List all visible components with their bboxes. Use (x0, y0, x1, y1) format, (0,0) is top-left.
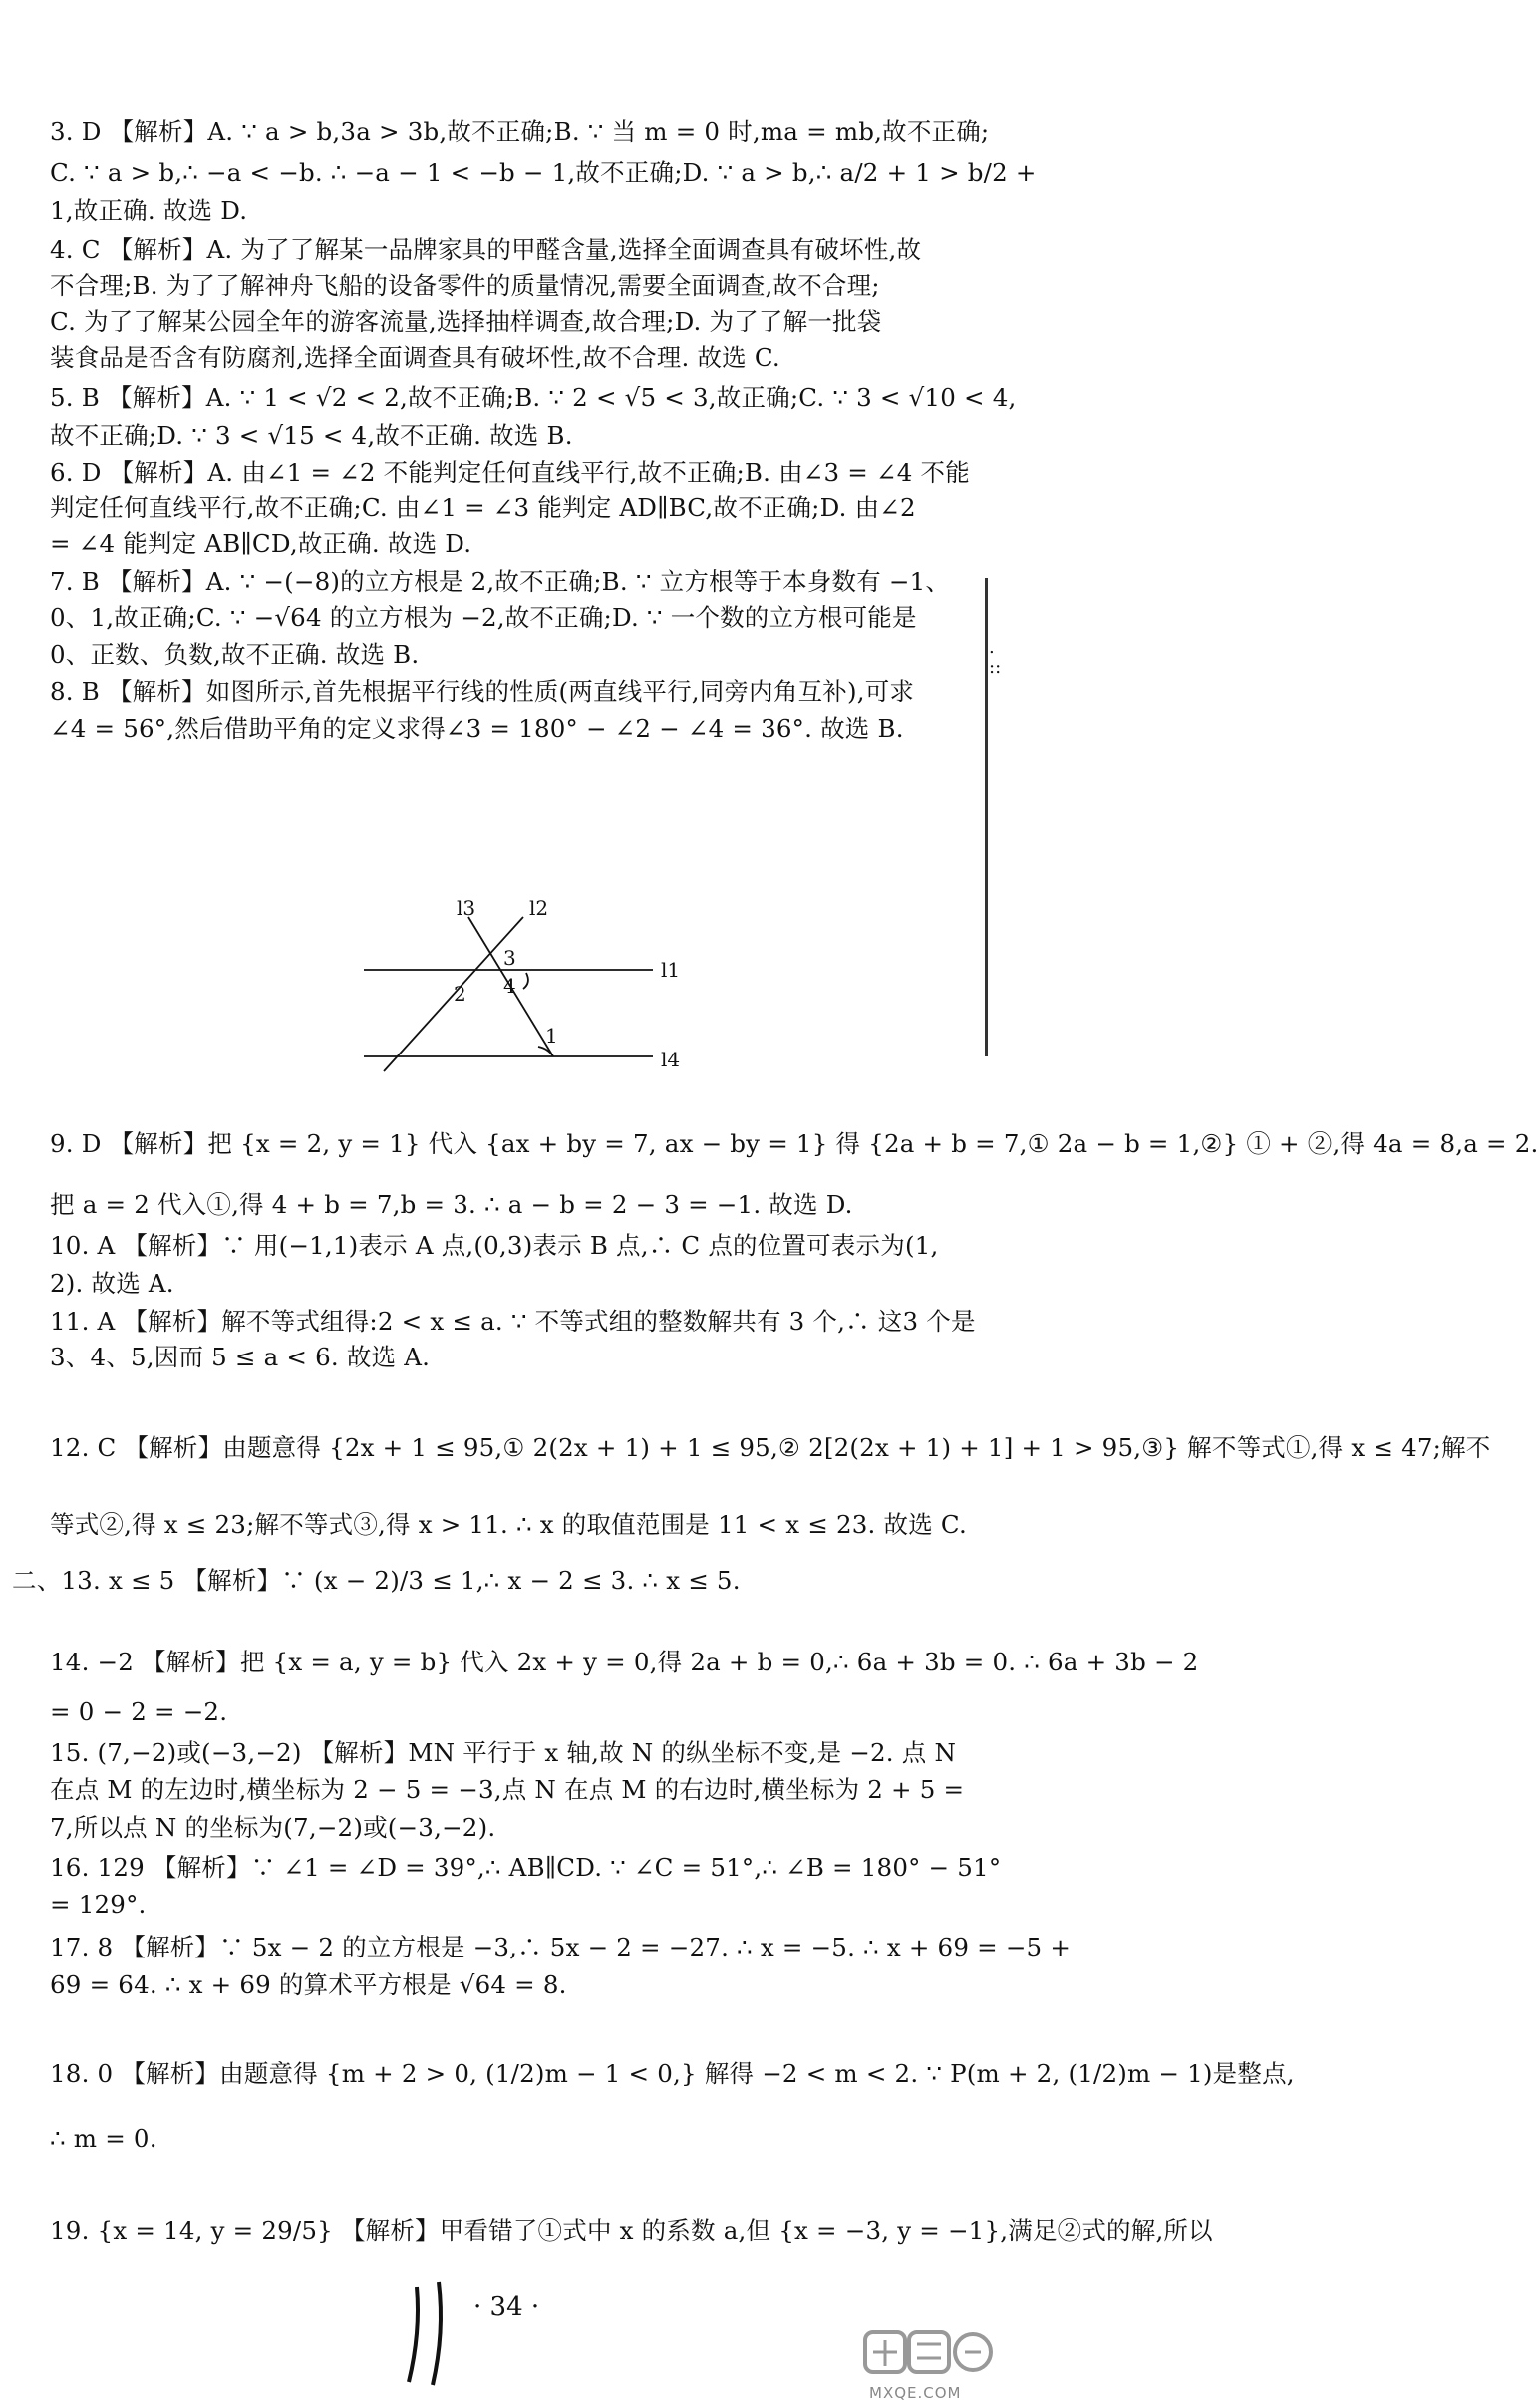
text-line: 2). 故选 A. (50, 1269, 174, 1298)
label-l1: l1 (661, 958, 681, 982)
text-line: 判定任何直线平行,故不正确;C. 由∠1 = ∠3 能判定 AD∥BC,故不正确;D. 由∠2 (50, 493, 916, 522)
text-line: 4. C 【解析】A. 为了了解某一品牌家具的甲醛含量,选择全面调查具有破坏性,故 (50, 235, 922, 264)
text-line: 等式②,得 x ≤ 23;解不等式③,得 x > 11. ∴ x 的取值范围是 11 < x ≤ 23. 故选 C. (50, 1510, 967, 1539)
margin-rule (985, 578, 988, 1056)
text-line: 3. D 【解析】A. ∵ a > b,3a > 3b,故不正确;B. ∵ 当 m = 0 时,ma = mb,故不正确; (50, 117, 990, 146)
angle-1: 1 (545, 1024, 558, 1048)
angle-4: 4 (503, 974, 516, 998)
text-line: ∠4 = 56°,然后借助平角的定义求得∠3 = 180° − ∠2 − ∠4 = 36°. 故选 B. (50, 714, 904, 743)
text-line: = 129°. (50, 1890, 147, 1919)
pen-strokes (399, 2277, 468, 2387)
text-line: 12. C 【解析】由题意得 {2x + 1 ≤ 95,① 2(2x + 1) + 1 ≤ 95,② 2[2(2x + 1) + 1] + 1 > 95,③} 解不等式①,得 x ≤ 47;解不 (50, 1433, 1491, 1462)
text-line: 9. D 【解析】把 {x = 2, y = 1} 代入 {ax + by = 7, ax − by = 1} 得 {2a + b = 7,① 2a − b = 1,②} ① + ②,得 4a = 8,a = 2. (50, 1129, 1539, 1158)
watermark-text: MXQE.COM (869, 2384, 962, 2402)
text-line: C. ∵ a > b,∴ −a < −b. ∴ −a − 1 < −b − 1,故不正确;D. ∵ a > b,∴ a/2 + 1 > b/2 + (50, 158, 1037, 187)
angle-3: 3 (503, 946, 516, 970)
text-line: 10. A 【解析】∵ 用(−1,1)表示 A 点,(0,3)表示 B 点,∴ C 点的位置可表示为(1, (50, 1231, 939, 1260)
text-line: 0、正数、负数,故不正确. 故选 B. (50, 640, 420, 669)
text-line: 7. B 【解析】A. ∵ −(−8)的立方根是 2,故不正确;B. ∵ 立方根等于本身数有 −1、 (50, 567, 951, 596)
text-line: 8. B 【解析】如图所示,首先根据平行线的性质(两直线平行,同旁内角互补),可求 (50, 677, 915, 706)
text-line: 14. −2 【解析】把 {x = a, y = b} 代入 2x + y = 0,得 2a + b = 0,∴ 6a + 3b = 0. ∴ 6a + 3b − 2 (50, 1648, 1199, 1676)
text-line: = 0 − 2 = −2. (50, 1697, 228, 1726)
page-number: · 34 · (473, 2292, 540, 2322)
text-line: 18. 0 【解析】由题意得 {m + 2 > 0, (1/2)m − 1 < 0,} 解得 −2 < m < 2. ∵ P(m + 2, (1/2)m − 1)是整点, (50, 2059, 1295, 2088)
text-line: 69 = 64. ∴ x + 69 的算术平方根是 √64 = 8. (50, 1970, 567, 1999)
label-l3: l3 (457, 896, 476, 920)
text-line: 1,故正确. 故选 D. (50, 196, 248, 225)
text-line: 5. B 【解析】A. ∵ 1 < √2 < 2,故不正确;B. ∵ 2 < √5 < 3,故正确;C. ∵ 3 < √10 < 4, (50, 383, 1017, 412)
margin-mark: . :: (989, 637, 1002, 678)
text-line: 装食品是否含有防腐剂,选择全面调查具有破坏性,故不合理. 故选 C. (50, 343, 780, 372)
label-l4: l4 (661, 1048, 681, 1071)
text-line: 故不正确;D. ∵ 3 < √15 < 4,故不正确. 故选 B. (50, 421, 573, 450)
text-line: 在点 M 的左边时,横坐标为 2 − 5 = −3,点 N 在点 M 的右边时,横坐标为 2 + 5 = (50, 1775, 965, 1804)
text-line: 16. 129 【解析】∵ ∠1 = ∠D = 39°,∴ AB∥CD. ∵ ∠C = 51°,∴ ∠B = 180° − 51° (50, 1853, 1002, 1882)
text-line: 把 a = 2 代入①,得 4 + b = 7,b = 3. ∴ a − b = 2 − 3 = −1. 故选 D. (50, 1190, 853, 1219)
angle-2: 2 (454, 982, 466, 1006)
text-line: 0、1,故正确;C. ∵ −√64 的立方根为 −2,故不正确;D. ∵ 一个数的立方根可能是 (50, 603, 917, 632)
text-line: 二、13. x ≤ 5 【解析】∵ (x − 2)/3 ≤ 1,∴ x − 2 ≤ 3. ∴ x ≤ 5. (12, 1566, 741, 1595)
text-line: C. 为了了解某公园全年的游客流量,选择抽样调查,故合理;D. 为了了解一批袋 (50, 307, 882, 336)
parallel-lines-figure (354, 897, 693, 1086)
text-line: 6. D 【解析】A. 由∠1 = ∠2 不能判定任何直线平行,故不正确;B. 由∠3 = ∠4 不能 (50, 458, 970, 487)
text-line: 7,所以点 N 的坐标为(7,−2)或(−3,−2). (50, 1813, 496, 1842)
text-line: 3、4、5,因而 5 ≤ a < 6. 故选 A. (50, 1343, 431, 1371)
text-line: 不合理;B. 为了了解神舟飞船的设备零件的质量情况,需要全面调查,故不合理; (50, 271, 880, 300)
text-line: 15. (7,−2)或(−3,−2) 【解析】MN 平行于 x 轴,故 N 的纵坐标不变,是 −2. 点 N (50, 1738, 957, 1767)
label-l2: l2 (529, 896, 549, 920)
text-line: 19. {x = 14, y = 29/5} 【解析】甲看错了①式中 x 的系数 a,但 {x = −3, y = −1},满足②式的解,所以 (50, 2216, 1213, 2245)
text-line: ∴ m = 0. (50, 2124, 157, 2153)
text-line: 17. 8 【解析】∵ 5x − 2 的立方根是 −3,∴ 5x − 2 = −27. ∴ x = −5. ∴ x + 69 = −5 + (50, 1933, 1072, 1961)
text-line: 11. A 【解析】解不等式组得:2 < x ≤ a. ∵ 不等式组的整数解共有 3 个,∴ 这3 个是 (50, 1307, 976, 1336)
text-line: = ∠4 能判定 AB∥CD,故正确. 故选 D. (50, 529, 472, 558)
